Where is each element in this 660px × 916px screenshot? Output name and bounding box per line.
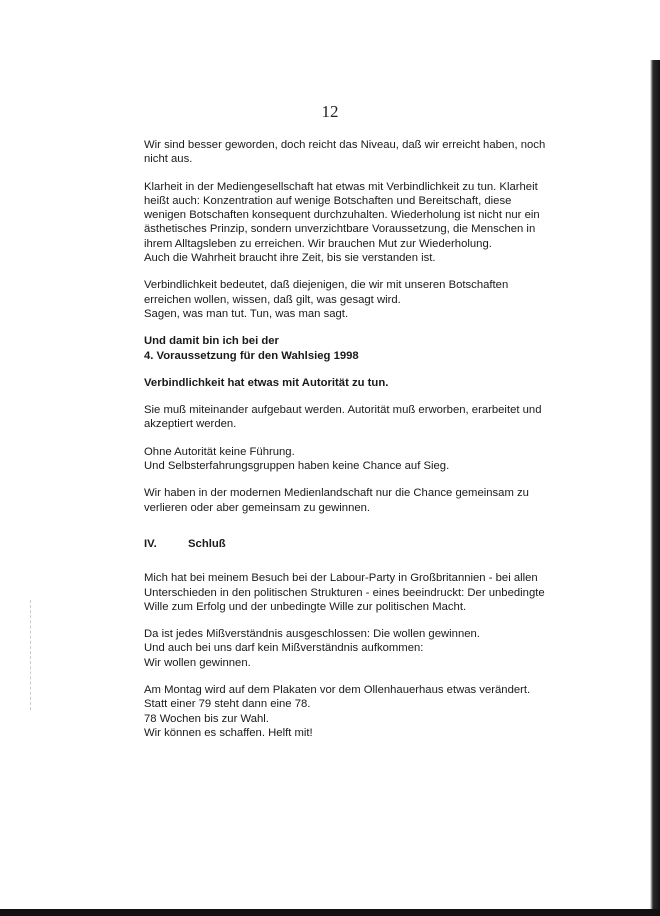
- section-number: IV.: [144, 537, 157, 550]
- text-line: 78 Wochen bis zur Wahl.: [144, 712, 269, 725]
- text-line: nicht aus.: [144, 153, 193, 166]
- paragraph: [144, 486, 572, 515]
- text-line: Mich hat bei meinem Besuch bei der Labour-Party in Großbritannien - bei allen: [144, 572, 538, 585]
- section-heading: [144, 537, 572, 551]
- text-line: Wir haben in der modernen Medienlandschaft nur die Chance gemeinsam zu: [144, 487, 529, 500]
- text-line: akzeptiert werden.: [144, 418, 237, 431]
- text-line: Da ist jedes Mißverständnis ausgeschlossen: Die wollen gewinnen.: [144, 628, 480, 641]
- text-line: verlieren oder aber gemeinsam zu gewinnen.: [144, 501, 371, 514]
- text-line: Klarheit in der Mediengesellschaft hat etwas mit Verbindlichkeit zu tun. Klarheit: [144, 180, 538, 193]
- paragraph: [144, 376, 572, 390]
- text-line: Wir können es schaffen. Helft mit!: [144, 726, 313, 739]
- paragraph: [144, 334, 572, 363]
- paragraph: [144, 180, 572, 266]
- text-line: erreichen wollen, wissen, daß gilt, was gesagt wird.: [144, 293, 401, 306]
- paragraph: [144, 627, 572, 670]
- paragraph: [144, 445, 572, 474]
- text-line: Auch die Wahrheit braucht ihre Zeit, bis sie verstanden ist.: [144, 252, 436, 265]
- text-line: Wir sind besser geworden, doch reicht das Niveau, daß wir erreicht haben, noch: [144, 139, 546, 151]
- scan-edge-bottom: [0, 909, 660, 916]
- text-line: Statt einer 79 steht dann eine 78.: [144, 698, 311, 711]
- text-line: heißt auch: Konzentration auf wenige Botschaften und Bereitschaft, diese: [144, 194, 512, 207]
- paragraph: [144, 278, 572, 321]
- text-line: Verbindlichkeit bedeutet, daß diejenigen, die wir mit unseren Botschaften: [144, 279, 509, 292]
- scan-edge-top: [610, 0, 660, 60]
- text-line: Verbindlichkeit hat etwas mit Autorität zu tun.: [144, 376, 389, 389]
- text-line: Und damit bin ich bei der: [144, 335, 279, 348]
- paragraph: [144, 138, 572, 167]
- text-line: Sagen, was man tut. Tun, was man sagt.: [144, 307, 349, 320]
- scan-edge-right: [650, 60, 660, 910]
- text-line: Wille zum Erfolg und der unbedingte Wille zur politischen Macht.: [144, 600, 467, 613]
- text-line: Am Montag wird auf dem Plakaten vor dem Ollenhauerhaus etwas verändert.: [144, 684, 531, 697]
- section-title: Schluß: [188, 537, 226, 550]
- text-line: 4. Voraussetzung für den Wahlsieg 1998: [144, 349, 359, 362]
- page-number: 12: [321, 102, 339, 121]
- paragraphs-after: [144, 571, 572, 740]
- paragraph: [144, 683, 572, 740]
- scan-margin-marks: [30, 600, 51, 710]
- paragraph: [144, 571, 572, 614]
- text-line: Und Selbsterfahrungsgruppen haben keine Chance auf Sieg.: [144, 460, 450, 473]
- text-line: ihrem Alltagsleben zu erreichen. Wir brauchen Mut zur Wiederholung.: [144, 237, 492, 250]
- text-line: Wir wollen gewinnen.: [144, 656, 251, 669]
- paragraphs-before: [144, 138, 572, 515]
- text-line: Sie muß miteinander aufgebaut werden. Autorität muß erworben, erarbeitet und: [144, 404, 542, 417]
- document-body: [144, 138, 572, 753]
- text-line: wenigen Botschaften konsequent durchzuhalten. Wiederholung ist nicht nur ein: [144, 209, 540, 222]
- text-line: ästhetisches Prinzip, sondern unverzichtbare Voraussetzung, die Menschen in: [144, 223, 536, 236]
- paragraph: [144, 403, 572, 432]
- text-line: Und auch bei uns darf kein Mißverständnis aufkommen:: [144, 642, 424, 655]
- text-line: Ohne Autorität keine Führung.: [144, 445, 295, 458]
- text-line: Unterschieden in den politischen Strukturen - eines beeindruckt: Der unbedingte: [144, 586, 545, 599]
